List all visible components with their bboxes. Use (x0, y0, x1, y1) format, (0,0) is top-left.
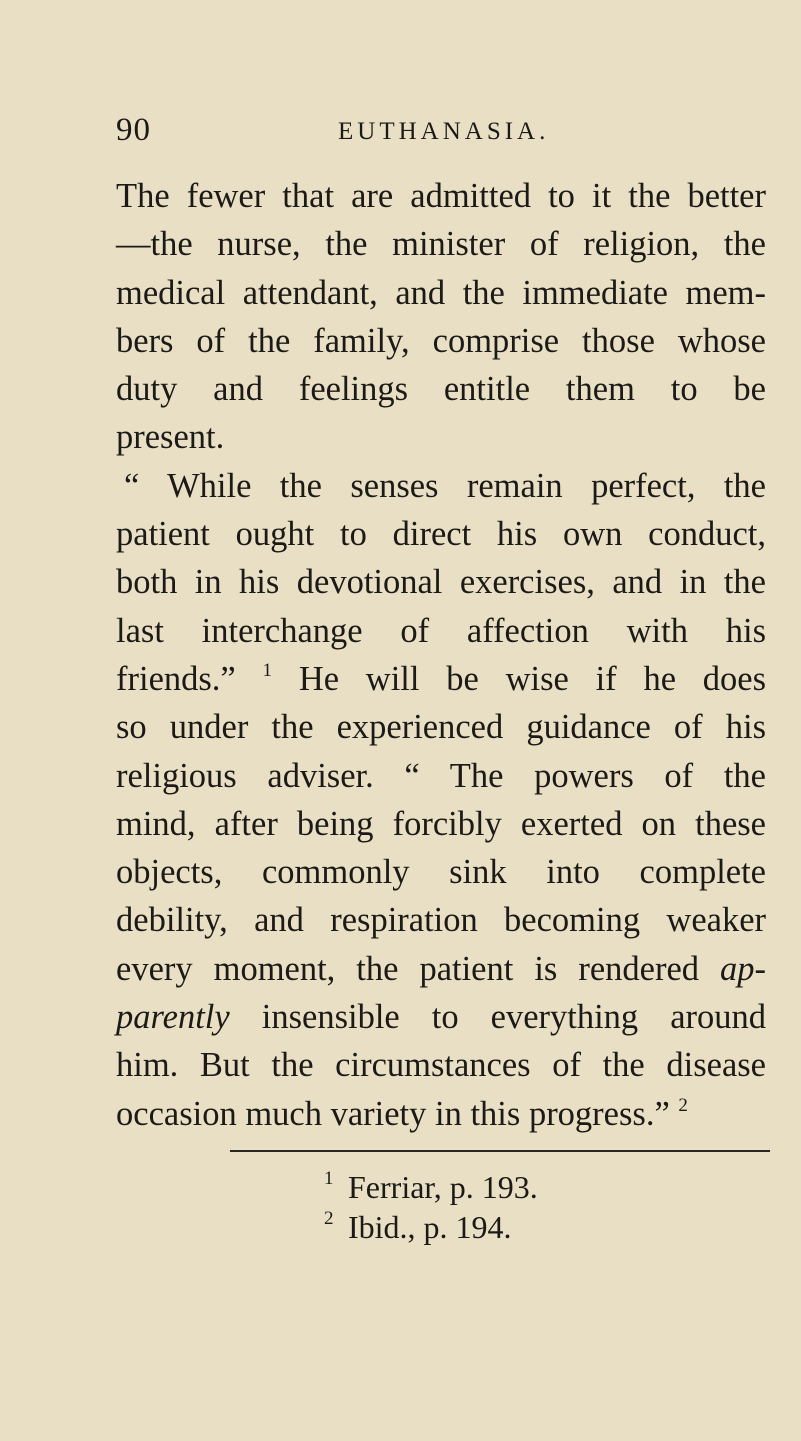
text-segment: occasion much variety in this progress.” (116, 1094, 670, 1133)
text-line: present. (116, 418, 225, 457)
text-line: patient ought to direct his own conduct, (116, 515, 766, 554)
text-line: so under the experienced guidance of his (116, 708, 766, 747)
text-line (116, 993, 766, 1041)
footnote: 1 Ferriar, p. 193. (324, 1168, 538, 1205)
text-line (116, 1090, 766, 1138)
page-number: 90 (116, 112, 151, 148)
footnote-text: Ferriar, p. 193. (348, 1169, 538, 1205)
text-line: The fewer that are admitted to it the better (116, 177, 766, 215)
text-line (116, 945, 766, 993)
text-line: bers of the family, comprise those whose (116, 321, 766, 360)
text-line: religious adviser. “ The powers of the (116, 756, 766, 795)
footnote-divider (230, 1150, 770, 1152)
body-text (116, 172, 766, 1138)
text-line: “ While the senses remain perfect, the (124, 466, 766, 505)
running-title: EUTHANASIA. (338, 118, 550, 145)
text-segment: He will be wise if he does (298, 659, 767, 698)
footnote-text: Ibid., p. 194. (348, 1209, 512, 1245)
text-line: both in his devotional exercises, and in the (116, 563, 766, 602)
text-line: objects, commonly sink into complete (116, 853, 766, 892)
text-line: mind, after being forcibly exerted on these (116, 804, 766, 843)
footnote: 2 Ibid., p. 194. (324, 1208, 512, 1245)
page-header (116, 112, 756, 152)
italic-text: ap- (720, 949, 767, 988)
text-line: —the nurse, the minister of religion, the (116, 225, 766, 264)
text-segment: every moment, the patient is rendered (116, 949, 700, 988)
text-line: last interchange of affection with his (116, 611, 766, 650)
italic-text: parently (116, 998, 230, 1037)
footnotes (324, 1167, 744, 1247)
text-line: debility, and respiration becoming weaker (116, 901, 766, 940)
text-line: him. But the circumstances of the disease (116, 1046, 766, 1085)
text-segment: friends.” (116, 659, 236, 698)
footnote-ref: 1 (262, 659, 273, 681)
text-line: duty and feelings entitle them to be (116, 370, 766, 409)
text-line (116, 655, 766, 703)
footnote-ref: 2 (678, 1094, 688, 1116)
text-line: medical attendant, and the immediate mem- (116, 273, 766, 312)
text-segment: insensible to everything around (261, 998, 767, 1037)
